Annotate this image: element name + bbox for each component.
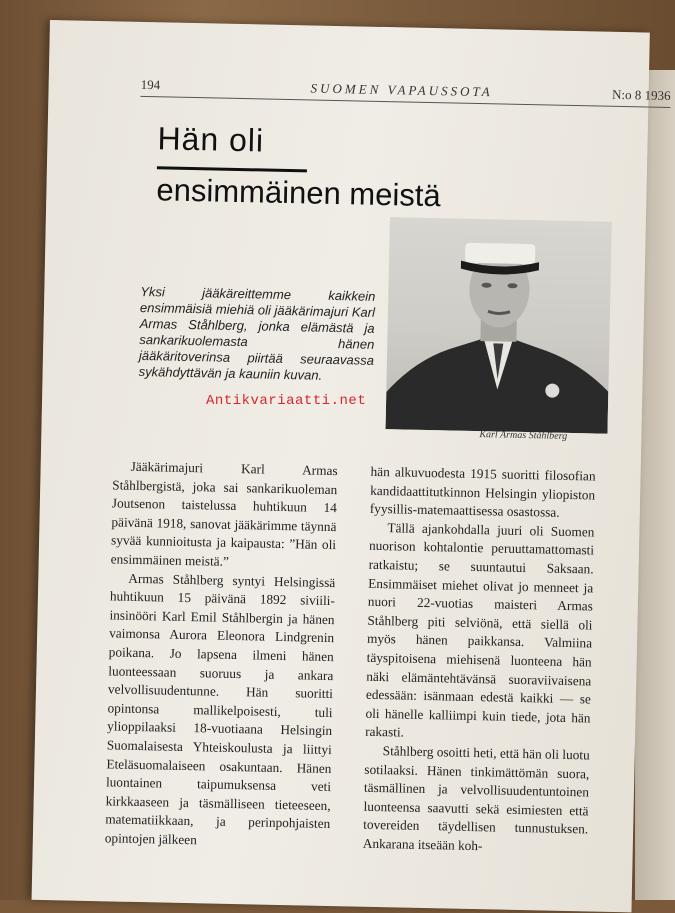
issue-number: N:o 8 1936 [611,86,671,104]
page-header [140,77,670,108]
portrait-photo [386,217,612,434]
watermark-text: Antikvariaatti.net [206,393,367,409]
article-title-line1: Hän oli [157,120,265,159]
article-intro: Yksi jääkäreittemme kaikkein ensimmäisiä miehiä oli jääkärimajuri Karl Armas Ståhlberg, jonka elämästä ja sankarikuolemasta hänen jääkäritoverinsa piirtää seuraavassa sykähdyttävän ja kauniin kuvan. [138,283,376,383]
photo-caption: Karl Armas Ståhlberg [479,429,568,442]
paragraph: Ståhlberg osoitti heti, että hän oli luotu sotilaaksi. Hänen tinkimättömän suora, täsmällinen ja velvollisuudentuntoinen luonteensa saavutti sekä esimiesten että tovereiden täydellisen tunnustuksen. Ankarana itseään koh- [362,743,590,854]
page-number: 194 [140,76,161,93]
text-column-left [105,457,338,852]
paragraph: Tällä ajankohdalla juuri oli Suomen nuorison kohtalontie peruuttamattomasti ratkaistu; se suuntautui Saksaan. Ensimmäiset miehet olivat jo menneet ja nuori 22-vuotias maisteri Armas Ståhlberg piti selviönä, että siellä oli myös hänen paikkansa. Valmiina täyspitoisena miehisenä luonteena hän näki elämäntehtävänsä suoraviivaisena edessään: isänmaan edestä kaikki — se oli hänelle kalliimpi kuin tiede, jota hän rakasti. [365,519,595,740]
title-underline [157,166,307,172]
article-title-line2: ensimmäinen meistä [156,172,442,214]
text-column-right [363,463,596,858]
magazine-page [32,20,671,912]
paragraph: Armas Ståhlberg syntyi Helsingissä huhtikuun 15 päivänä 1892 siviili-insinööri Karl Emil Ståhlbergin ja hänen vaimonsa Aurora Eleonora Lindgrenin poikana. Jo lapsena ilmeni hänen luonteessaan suoruus ja ankara velvollisuudentunne. Hän suoritti opintonsa mallikelpoisesti, tuli ylioppilaaksi 18-vuotiaana Helsingin Suomalaisesta Yhteiskoulusta ja liittyi Eteläsuomalaiseen osakuntaan. Hänen luontainen taipumuksensa veti kirkkaaseen ja täsmälliseen tieteeseen, matematiikkaan, ja perinpohjaisten opintojen jälkeen [104,570,336,848]
magazine-title: SUOMEN VAPAUSSOTA [310,80,493,100]
paragraph: Jääkärimajuri Karl Armas Ståhlbergistä, joka sai sankarikuoleman Joutsenon taistelussa huhtikuun 14 päivänä 1918, sanovat jääkärimme täynnä syvää kunnioitusta ja kaipausta: ”Hän oli ensimmäinen meistä.” [110,458,338,569]
paragraph: hän alkuvuodesta 1915 suoritti filosofian kandidaattitutkinnon Helsingin yliopiston fyysillis-matemaattisessa osastossa. [369,463,596,520]
